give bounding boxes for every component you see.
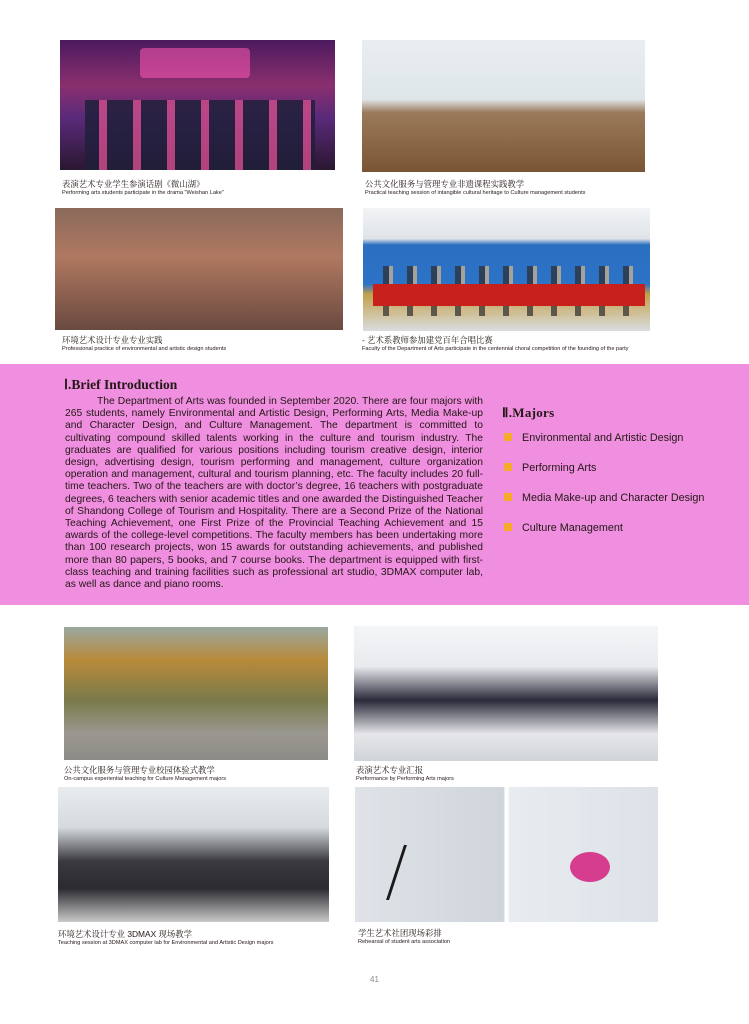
majors-list <box>504 432 704 552</box>
major-label: Environmental and Artistic Design <box>522 432 684 444</box>
caption-en: Rehearsal of student arts association <box>358 938 451 945</box>
caption-en: Practical teaching session of intangible cultural heritage to Culture management students <box>365 189 586 196</box>
caption-cn: 表演艺术专业学生参演话剧《微山湖》 <box>62 179 205 189</box>
caption-cn: 环境艺术设计专业专业实践 <box>62 335 163 345</box>
caption-en: Performance by Performing Arts majors <box>356 775 454 782</box>
photo-performing-arts-group <box>354 626 658 761</box>
majors-title: Ⅱ.Majors <box>502 405 555 420</box>
photo-drama-weishan-lake <box>60 40 335 170</box>
major-label: Media Make-up and Character Design <box>522 492 705 504</box>
photo-environmental-design-practice <box>55 208 343 330</box>
major-item <box>504 432 704 462</box>
major-item <box>504 492 704 522</box>
caption-en: Faculty of the Department of Arts participate in the centennial choral competition of the founding of the party <box>362 345 629 352</box>
caption-cn: - 艺术系教师参加建党百年合唱比赛 <box>362 335 493 345</box>
caption-3 <box>62 336 226 352</box>
caption-cn: 环境艺术设计专业 3DMAX 现场教学 <box>58 929 193 939</box>
major-item <box>504 462 704 492</box>
caption-cn: 公共文化服务与管理专业非遗课程实践教学 <box>365 179 525 189</box>
caption-5 <box>64 766 226 782</box>
page-number: 41 <box>370 975 379 984</box>
photo-choral-competition <box>363 208 650 331</box>
caption-8 <box>358 929 450 945</box>
caption-2 <box>365 180 585 196</box>
bullet-square-icon <box>504 523 512 531</box>
caption-en: On-campus experiential teaching for Culture Management majors <box>64 775 226 782</box>
intro-body: The Department of Arts was founded in September 2020. There are four majors with 265 students, namely Environmental and Artistic Design, Performing Arts, Media Make-up and Character Design, and Culture Management. The department is committed to cultivating compound skilled talents working in the culture and tourism industry. The graduates are qualified for various positions including tourism creative design, interior design, advertising design, tourism performing and management, culture organization operation and management, cultural and tourism planning, etc. The faculty includes 20 full-time teachers. Two of the teachers are with doctor’s degree, 16 teachers with postgraduate degrees, 6 teachers with senior academic titles and one awarded the Distinguished Teacher of Shandong College of Tourism and Hospitality. There are a Second Prize of the National Teaching Achievement, one First Prize of the Provincial Teaching Achievement and 15 awards of the college-level competitions. The faculty members has been undertaking more than 100 research projects, won 15 awards for outstanding achievements, and published more than 80 papers, 5 books, and 7 course books. The department is equipped with first-class teaching and training facilities such as professional art studio, 3DMAX computer lab, as well as dance and piano rooms. <box>65 396 483 591</box>
caption-6 <box>356 766 454 782</box>
bullet-square-icon <box>504 493 512 501</box>
bullet-square-icon <box>504 463 512 471</box>
caption-cn: 公共文化服务与管理专业校园体验式教学 <box>64 765 215 775</box>
photo-dance-rehearsal <box>355 787 658 922</box>
major-label: Performing Arts <box>522 462 597 474</box>
major-label: Culture Management <box>522 522 623 534</box>
photo-3dmax-lab <box>58 787 329 922</box>
photo-campus-experiential-teaching <box>64 627 328 760</box>
intro-title: Ⅰ.Brief Introduction <box>64 377 178 392</box>
caption-cn: 学生艺术社团现场彩排 <box>358 928 442 938</box>
caption-en: Performing arts students participate in the drama "Weishan Lake" <box>62 189 224 196</box>
caption-en: Professional practice of environmental and artistic design students <box>62 345 227 352</box>
photo-heritage-practice <box>362 40 645 172</box>
major-item <box>504 522 704 552</box>
caption-en: Teaching session at 3DMAX computer lab for Environmental and Artistic Design majors <box>58 939 274 946</box>
caption-7 <box>58 930 273 946</box>
caption-cn: 表演艺术专业汇报 <box>356 765 423 775</box>
caption-4 <box>362 336 628 352</box>
bullet-square-icon <box>504 433 512 441</box>
caption-1 <box>62 180 224 196</box>
